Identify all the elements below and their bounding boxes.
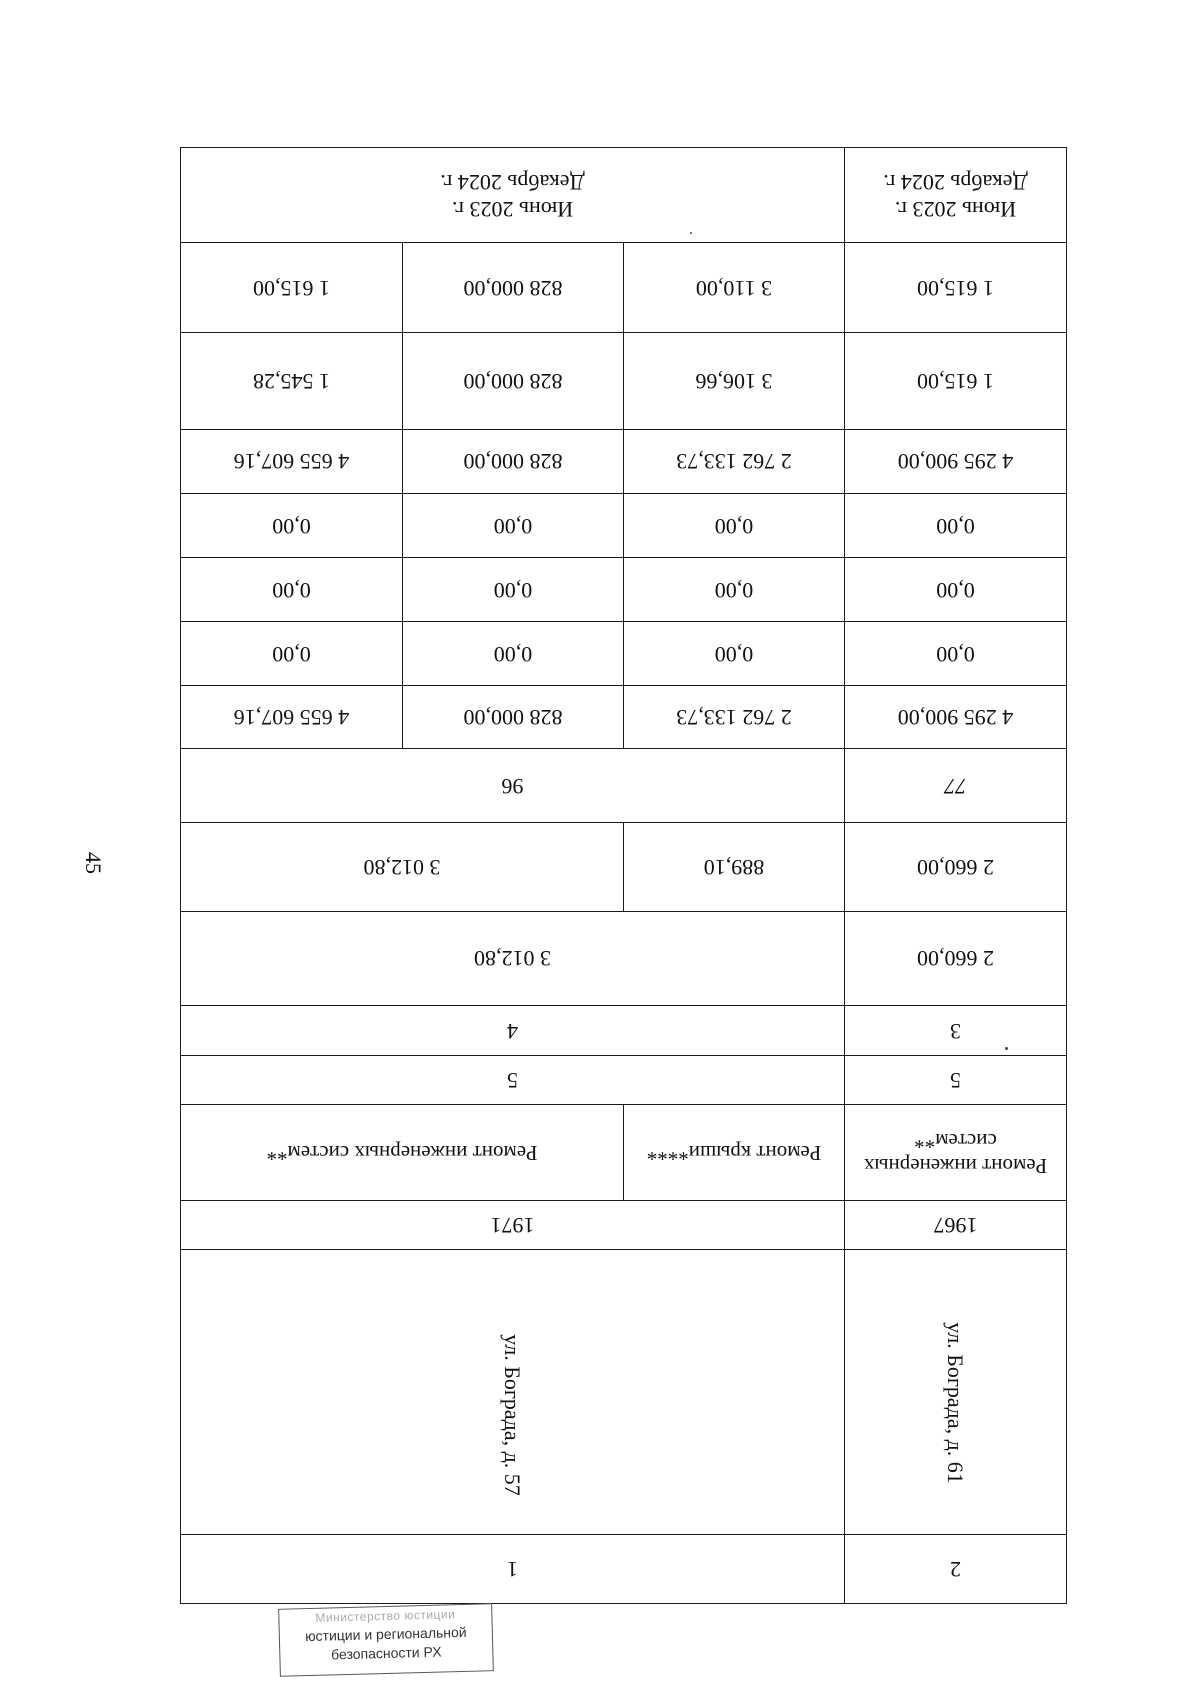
row-1-total-cost-roof: 2 762 133,73: [624, 686, 845, 749]
row-2-address-cell: [845, 1250, 1067, 1535]
table-row-col4: [181, 1005, 1067, 1055]
row-2-owner-funds: 4 295 900,00: [845, 429, 1067, 493]
ministry-stamp: [278, 1603, 494, 1677]
row-1-owner-funds-1: 2 762 133,73: [624, 429, 845, 493]
table-row-number: [181, 1534, 1067, 1603]
table-row-period: [181, 148, 1067, 243]
row-1-address: ул. Бограда, д. 57: [500, 1333, 526, 1496]
stamp-line-1: Министерство юстиции: [315, 1607, 456, 1625]
row-2-fund-c: 0,00: [845, 493, 1067, 557]
row-1-max-unit-cost-2: 828 000,00: [403, 243, 624, 333]
table-row-residents: [181, 749, 1067, 823]
row-1-area-roof: 889,10: [624, 823, 845, 911]
row-1-work-type-systems: Ремонт инженерных систем**: [181, 1105, 624, 1201]
stamp-line-2: юстиции и региональной: [304, 1623, 467, 1645]
row-1-residents: 96: [181, 749, 845, 823]
table-row-fund-c: [181, 493, 1067, 557]
table-row-unit-cost: [181, 333, 1067, 429]
row-1-owner-funds-3: 4 655 607,16: [181, 429, 403, 493]
row-2-area: 2 660,00: [845, 911, 1067, 1005]
repair-schedule-table: [180, 147, 1067, 1604]
row-2-year: 1967: [845, 1201, 1067, 1250]
table-row-year: [181, 1201, 1067, 1250]
row-2-unit-cost: 1 615,00: [845, 333, 1067, 429]
row-1-total-cost-sum: 4 655 607,16: [181, 686, 403, 749]
row-1-col5: 5: [181, 1055, 845, 1104]
row-2-col5: 5: [845, 1055, 1067, 1104]
row-1-unit-cost-2: 828 000,00: [403, 333, 624, 429]
row-1-fund-b-2: 0,00: [403, 557, 624, 621]
table-row-fund-b: [181, 557, 1067, 621]
row-1-period-start: Июнь 2023 г.: [451, 196, 574, 222]
row-2-max-unit-cost: 1 615,00: [845, 243, 1067, 333]
row-2-work-type: Ремонт инженерных систем**: [845, 1105, 1067, 1201]
row-1-unit-cost-3: 1 545,28: [181, 333, 403, 429]
row-1-period: [181, 148, 845, 243]
rotated-register-table: [181, 147, 1067, 1604]
row-1-fund-c-1: 0,00: [624, 493, 845, 557]
row-1-col4: 4: [181, 1005, 845, 1055]
table-row-fund-a: [181, 622, 1067, 686]
table-row-total-cost: [181, 686, 1067, 749]
row-2-total-cost: 4 295 900,00: [845, 686, 1067, 749]
row-1-fund-b-3: 0,00: [181, 557, 403, 621]
row-2-period-start: Июнь 2023 г.: [894, 196, 1017, 222]
row-2-area-by-work: 2 660,00: [845, 823, 1067, 911]
row-1-fund-a-3: 0,00: [181, 622, 403, 686]
row-2-col4: 3: [845, 1005, 1067, 1055]
table-row-col5: [181, 1055, 1067, 1104]
row-1-unit-cost-1: 3 106,66: [624, 333, 845, 429]
row-1-area: 3 012,80: [181, 911, 845, 1005]
stamp-line-3: безопасности РХ: [330, 1643, 442, 1663]
row-2-period-end: Декабрь 2024 г.: [883, 170, 1028, 196]
row-1-owner-funds-2: 828 000,00: [403, 429, 624, 493]
row-1-area-systems: 3 012,80: [181, 823, 624, 911]
row-1-total-cost-systems: 828 000,00: [403, 686, 624, 749]
row-2-address: ул. Бограда, д. 61: [943, 1322, 969, 1485]
table-row-area-by-work: [181, 823, 1067, 911]
row-2-fund-b: 0,00: [845, 557, 1067, 621]
row-1-number: 1: [181, 1534, 845, 1603]
row-1-fund-a-1: 0,00: [624, 622, 845, 686]
row-2-period: [845, 148, 1067, 243]
row-1-fund-a-2: 0,00: [403, 622, 624, 686]
row-1-address-cell: [181, 1250, 845, 1535]
row-1-max-unit-cost-1: 3 110,00: [624, 243, 845, 333]
table-row-area: [181, 911, 1067, 1005]
row-1-fund-b-1: 0,00: [624, 557, 845, 621]
row-2-number: 2: [845, 1534, 1067, 1603]
row-1-work-type-roof: Ремонт крыши****: [624, 1105, 845, 1201]
row-2-fund-a: 0,00: [845, 622, 1067, 686]
table-row-max-unit-cost: [181, 243, 1067, 333]
row-1-fund-c-3: 0,00: [181, 493, 403, 557]
table-row-owner-funds: [181, 429, 1067, 493]
row-1-fund-c-2: 0,00: [403, 493, 624, 557]
table-row-work-type: [181, 1105, 1067, 1201]
row-1-year: 1971: [181, 1201, 845, 1250]
row-2-residents: 77: [845, 749, 1067, 823]
row-1-max-unit-cost-3: 1 615,00: [181, 243, 403, 333]
table-row-address: [181, 1250, 1067, 1535]
row-1-period-end: Декабрь 2024 г.: [440, 170, 585, 196]
page-number: 45: [81, 852, 106, 874]
